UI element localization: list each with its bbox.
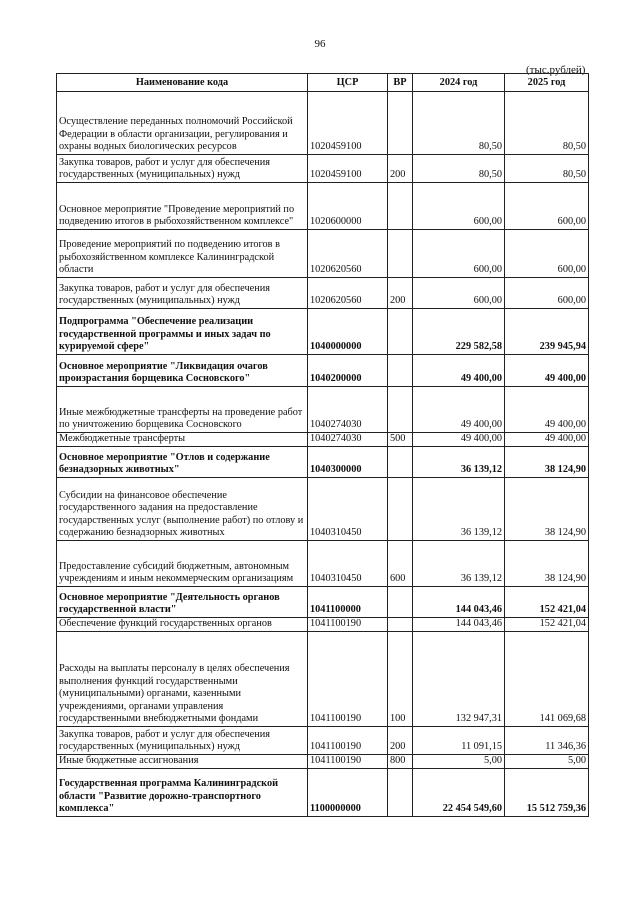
row-amount-2024: 144 043,46 xyxy=(413,587,505,618)
table-header-row xyxy=(57,74,589,92)
table-row xyxy=(57,183,589,230)
column-header-name: Наименование кода xyxy=(57,74,308,92)
table-row xyxy=(57,278,589,309)
row-csr: 1040000000 xyxy=(308,309,388,355)
table-row xyxy=(57,92,589,155)
row-name: Основное мероприятие "Деятельность органов государственной власти" xyxy=(57,587,308,618)
row-amount-2025: 80,50 xyxy=(505,155,589,183)
table-row xyxy=(57,541,589,587)
row-csr: 1020620560 xyxy=(308,278,388,309)
row-csr: 1020620560 xyxy=(308,230,388,278)
row-amount-2025: 600,00 xyxy=(505,278,589,309)
column-header-vr: ВР xyxy=(388,74,413,92)
row-name: Проведение мероприятий по подведению итогов в рыбохозяйственном комплексе Калининградской области xyxy=(57,230,308,278)
row-amount-2024: 36 139,12 xyxy=(413,478,505,541)
row-amount-2024: 5,00 xyxy=(413,755,505,769)
row-name: Государственная программа Калининградской области "Развитие дорожно-транспортного комплекса" xyxy=(57,769,308,817)
row-csr: 1020459100 xyxy=(308,155,388,183)
row-vr: 200 xyxy=(388,278,413,309)
table-row xyxy=(57,587,589,618)
row-vr: 100 xyxy=(388,632,413,727)
row-amount-2025: 49 400,00 xyxy=(505,387,589,433)
column-header-2024: 2024 год xyxy=(413,74,505,92)
row-csr: 1040274030 xyxy=(308,387,388,433)
row-vr xyxy=(388,92,413,155)
table-row xyxy=(57,387,589,433)
row-amount-2025: 49 400,00 xyxy=(505,433,589,447)
row-csr: 1100000000 xyxy=(308,769,388,817)
table-row xyxy=(57,618,589,632)
row-name: Иные бюджетные ассигнования xyxy=(57,755,308,769)
row-csr: 1041100000 xyxy=(308,587,388,618)
table-row xyxy=(57,478,589,541)
row-amount-2025: 600,00 xyxy=(505,183,589,230)
row-amount-2025: 38 124,90 xyxy=(505,478,589,541)
row-amount-2024: 600,00 xyxy=(413,278,505,309)
row-name: Межбюджетные трансферты xyxy=(57,433,308,447)
table-row xyxy=(57,632,589,727)
table-row xyxy=(57,355,589,387)
row-amount-2025: 38 124,90 xyxy=(505,541,589,587)
row-name: Основное мероприятие "Отлов и содержание безнадзорных животных" xyxy=(57,447,308,478)
row-amount-2024: 144 043,46 xyxy=(413,618,505,632)
row-vr: 200 xyxy=(388,727,413,755)
row-amount-2025: 11 346,36 xyxy=(505,727,589,755)
column-header-2025: 2025 год xyxy=(505,74,589,92)
row-amount-2025: 141 069,68 xyxy=(505,632,589,727)
row-amount-2025: 15 512 759,36 xyxy=(505,769,589,817)
row-amount-2024: 600,00 xyxy=(413,183,505,230)
row-vr xyxy=(388,587,413,618)
row-name: Обеспечение функций государственных органов xyxy=(57,618,308,632)
row-amount-2024: 49 400,00 xyxy=(413,355,505,387)
row-vr xyxy=(388,309,413,355)
row-amount-2025: 600,00 xyxy=(505,230,589,278)
unit-label: (тыс.рублей) xyxy=(526,64,586,76)
row-name: Основное мероприятие "Проведение мероприятий по подведению итогов в рыбохозяйственном комплексе" xyxy=(57,183,308,230)
row-name: Иные межбюджетные трансферты на проведение работ по уничтожению борщевика Сосновского xyxy=(57,387,308,433)
row-amount-2024: 600,00 xyxy=(413,230,505,278)
row-csr: 1041100190 xyxy=(308,755,388,769)
row-name: Подпрограмма "Обеспечение реализации государственной программы и иных задач по курируемой сфере" xyxy=(57,309,308,355)
table-body xyxy=(57,92,589,817)
row-amount-2025: 152 421,04 xyxy=(505,618,589,632)
row-vr xyxy=(388,183,413,230)
row-amount-2024: 80,50 xyxy=(413,155,505,183)
page-number: 96 xyxy=(314,38,326,50)
row-vr: 500 xyxy=(388,433,413,447)
row-vr xyxy=(388,769,413,817)
row-csr: 1040274030 xyxy=(308,433,388,447)
row-csr: 1020459100 xyxy=(308,92,388,155)
row-name: Субсидии на финансовое обеспечение государственного задания на предоставление государственных услуг (выполнение работ) по отлову и содержанию безнадзорных животных xyxy=(57,478,308,541)
table-row xyxy=(57,230,589,278)
row-amount-2024: 11 091,15 xyxy=(413,727,505,755)
row-name: Предоставление субсидий бюджетным, автономным учреждениям и иным некоммерческим организациям xyxy=(57,541,308,587)
budget-table xyxy=(56,73,589,817)
row-amount-2025: 152 421,04 xyxy=(505,587,589,618)
table-row xyxy=(57,447,589,478)
table-row xyxy=(57,755,589,769)
row-vr xyxy=(388,387,413,433)
row-amount-2025: 38 124,90 xyxy=(505,447,589,478)
row-csr: 1040310450 xyxy=(308,478,388,541)
row-amount-2024: 229 582,58 xyxy=(413,309,505,355)
row-name: Закупка товаров, работ и услуг для обеспечения государственных (муниципальных) нужд xyxy=(57,278,308,309)
row-vr xyxy=(388,230,413,278)
row-amount-2025: 49 400,00 xyxy=(505,355,589,387)
table-row xyxy=(57,727,589,755)
row-amount-2024: 49 400,00 xyxy=(413,387,505,433)
row-name: Основное мероприятие "Ликвидация очагов произрастания борщевика Сосновского" xyxy=(57,355,308,387)
row-amount-2024: 132 947,31 xyxy=(413,632,505,727)
row-amount-2025: 239 945,94 xyxy=(505,309,589,355)
row-vr xyxy=(388,478,413,541)
row-amount-2024: 36 139,12 xyxy=(413,447,505,478)
row-name: Осуществление переданных полномочий Российской Федерации в области организации, регулирования и охраны водных биологических ресурсов xyxy=(57,92,308,155)
table-row xyxy=(57,155,589,183)
row-csr: 1020600000 xyxy=(308,183,388,230)
column-header-csr: ЦСР xyxy=(308,74,388,92)
row-csr: 1040300000 xyxy=(308,447,388,478)
row-amount-2024: 22 454 549,60 xyxy=(413,769,505,817)
row-csr: 1041100190 xyxy=(308,727,388,755)
row-vr xyxy=(388,355,413,387)
table-row xyxy=(57,309,589,355)
table-row xyxy=(57,433,589,447)
row-amount-2024: 80,50 xyxy=(413,92,505,155)
row-csr: 1041100190 xyxy=(308,618,388,632)
row-amount-2024: 36 139,12 xyxy=(413,541,505,587)
row-name: Расходы на выплаты персоналу в целях обеспечения выполнения функций государственными (муниципальными) органами, казенными учреждениями, органами управления государственными внебюджетными фондами xyxy=(57,632,308,727)
row-name: Закупка товаров, работ и услуг для обеспечения государственных (муниципальных) нужд xyxy=(57,155,308,183)
row-csr: 1040200000 xyxy=(308,355,388,387)
row-name: Закупка товаров, работ и услуг для обеспечения государственных (муниципальных) нужд xyxy=(57,727,308,755)
row-csr: 1041100190 xyxy=(308,632,388,727)
row-csr: 1040310450 xyxy=(308,541,388,587)
row-amount-2025: 5,00 xyxy=(505,755,589,769)
row-vr xyxy=(388,618,413,632)
row-vr: 800 xyxy=(388,755,413,769)
row-vr: 600 xyxy=(388,541,413,587)
row-amount-2024: 49 400,00 xyxy=(413,433,505,447)
row-vr xyxy=(388,447,413,478)
table-row xyxy=(57,769,589,817)
row-amount-2025: 80,50 xyxy=(505,92,589,155)
row-vr: 200 xyxy=(388,155,413,183)
